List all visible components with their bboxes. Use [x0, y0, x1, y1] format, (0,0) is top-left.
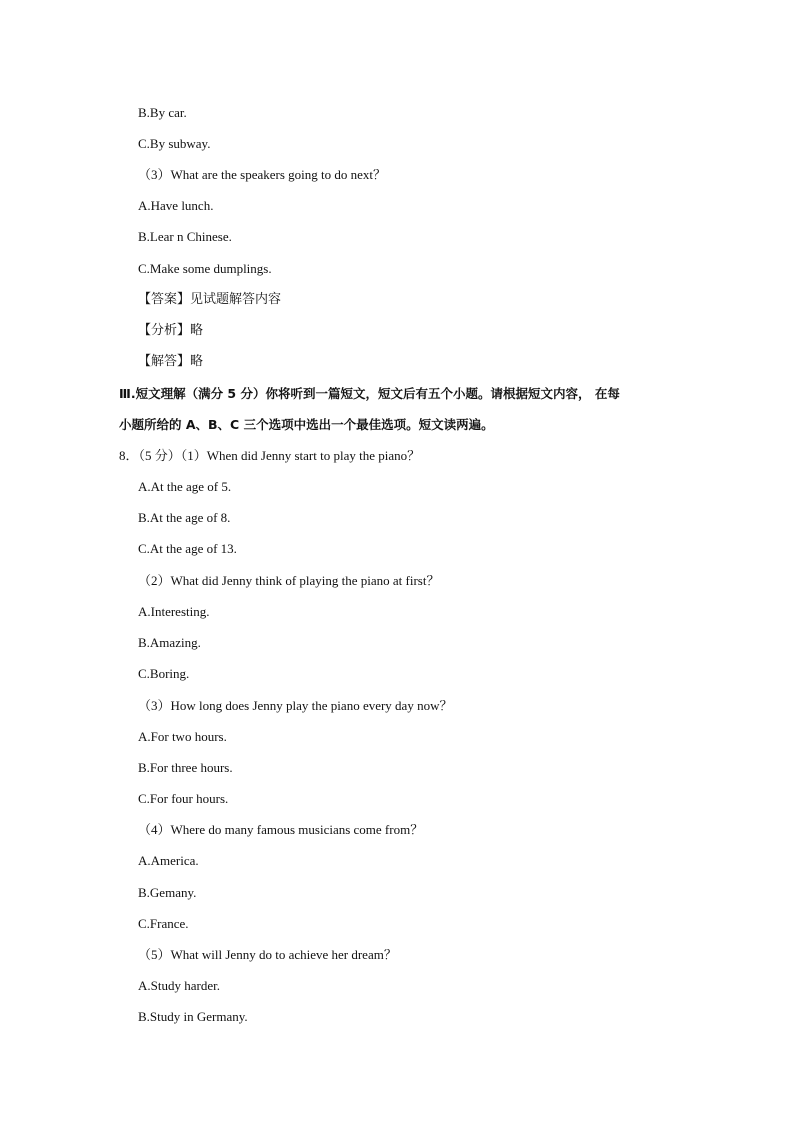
option-a-have-lunch: A.Have lunch. — [138, 198, 214, 213]
section-heading-line-2: 小题所给的 A、B、C 三个选项中选出一个最佳选项。短文读两遍。 — [119, 417, 494, 432]
question-5-achieve-dream: （5）What will Jenny do to achieve her dream？ — [138, 947, 397, 962]
option-b-gemany: B.Gemany. — [138, 885, 197, 900]
option-b-age-8: B.At the age of 8. — [138, 510, 231, 525]
question-8-part-1: 8．（5 分）（1）When did Jenny start to play the piano？ — [119, 448, 421, 463]
option-c-by-subway: C.By subway. — [138, 136, 211, 151]
question-3-daily-practice: （3）How long does Jenny play the piano every day now？ — [138, 698, 453, 713]
answer-line: 【答案】见试题解答内容 — [138, 292, 282, 307]
option-a-two-hours: A.For two hours. — [138, 729, 227, 744]
question-2-first-impression: （2）What did Jenny think of playing the piano at first？ — [138, 573, 440, 588]
option-a-america: A.America. — [138, 853, 199, 868]
option-a-study-harder: A.Study harder. — [138, 978, 220, 993]
option-b-three-hours: B.For three hours. — [138, 760, 233, 775]
option-b-by-car: B.By car. — [138, 105, 187, 120]
option-a-interesting: A.Interesting. — [138, 604, 210, 619]
option-c-age-13: C.At the age of 13. — [138, 541, 237, 556]
option-b-amazing: B.Amazing. — [138, 635, 201, 650]
option-a-age-5: A.At the age of 5. — [138, 479, 232, 494]
question-4-musicians-origin: （4）Where do many famous musicians come from？ — [138, 822, 424, 837]
option-b-learn-chinese: B.Lear n Chinese. — [138, 229, 232, 244]
option-c-boring: C.Boring. — [138, 666, 190, 681]
option-c-four-hours: C.For four hours. — [138, 791, 229, 806]
option-c-france: C.France. — [138, 916, 189, 931]
question-3-next-action: （3）What are the speakers going to do next？ — [138, 167, 387, 182]
section-heading-line-1: Ⅲ.短文理解（满分 5 分）你将听到一篇短文，短文后有五个小题。请根据短文内容， 在每 — [119, 386, 620, 401]
analysis-line: 【分析】略 — [138, 323, 204, 338]
solution-line: 【解答】略 — [138, 354, 204, 369]
option-b-study-in-germany: B.Study in Germany. — [138, 1009, 248, 1024]
option-c-make-dumplings: C.Make some dumplings. — [138, 261, 272, 276]
